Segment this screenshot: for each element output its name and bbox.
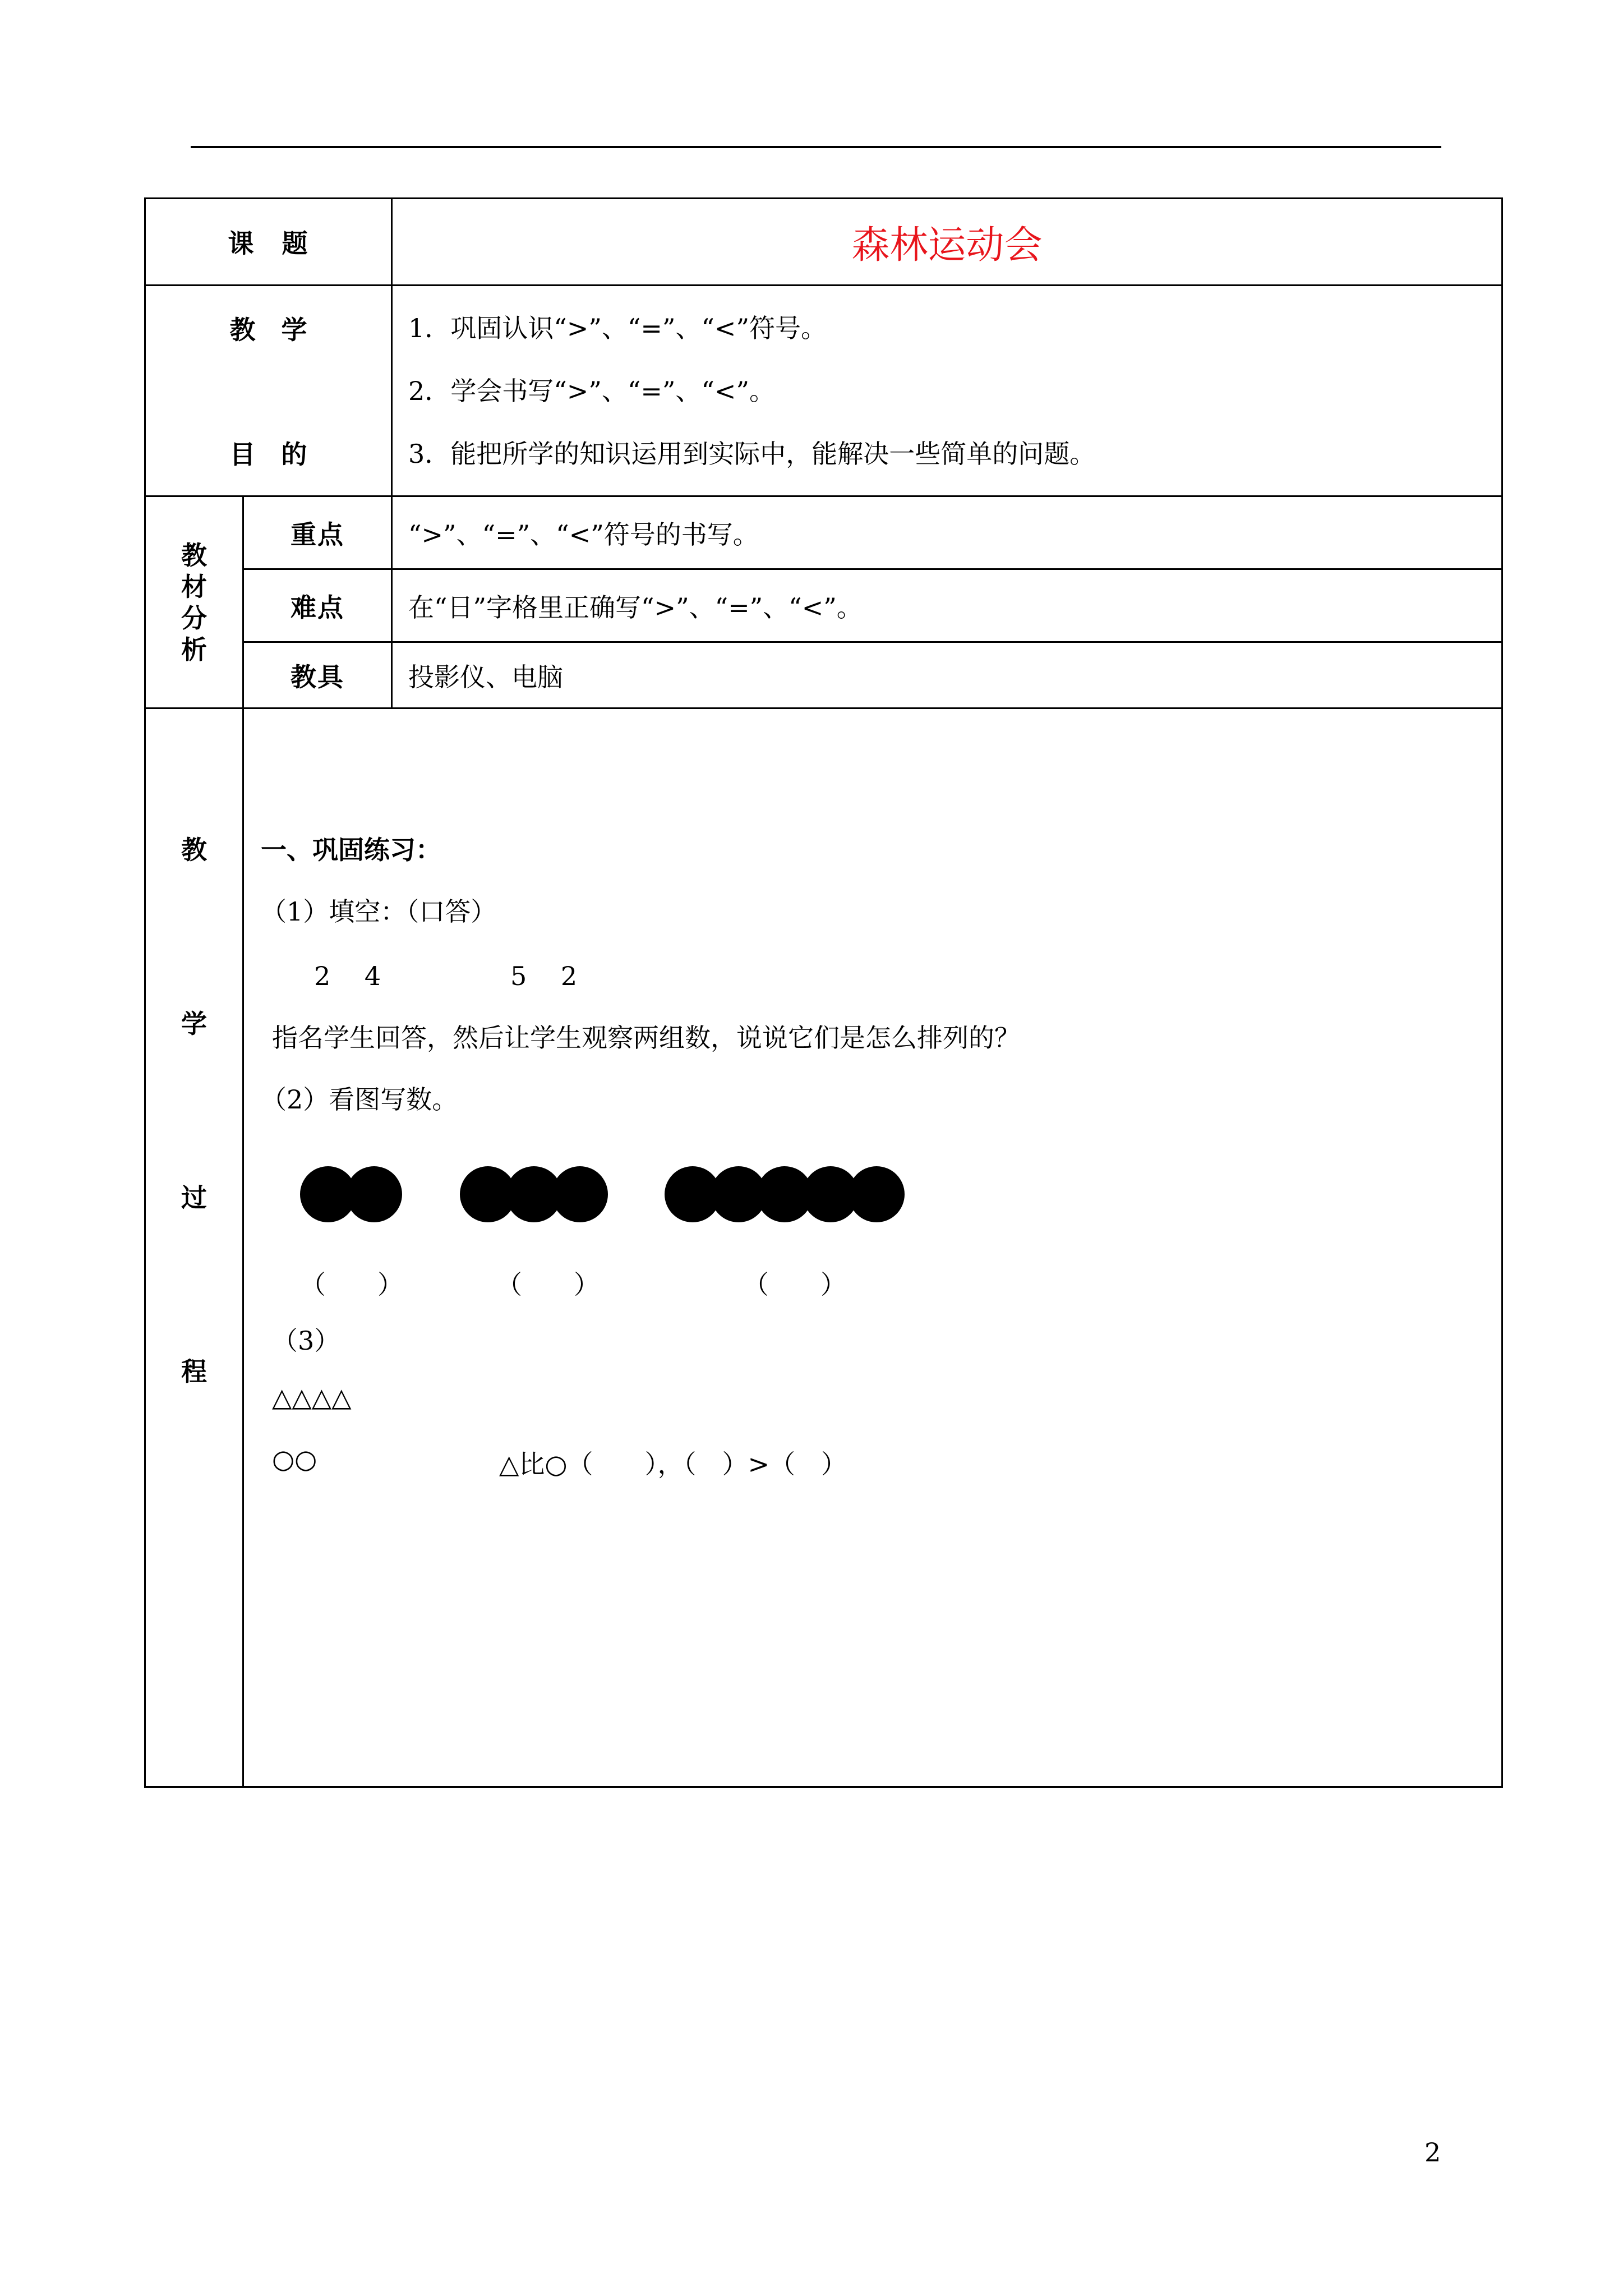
objective-item: 3．能把所学的知识运用到实际中，能解决一些简单的问题。 xyxy=(408,438,1096,469)
number-pair-b: 5 2 xyxy=(510,961,578,991)
answer-blank-3: （ ） xyxy=(743,1269,846,1300)
objectives-label-bottom: 目 的 xyxy=(229,439,307,470)
answer-blank-2: （ ） xyxy=(496,1269,600,1300)
circles-row: ○○ xyxy=(272,1444,317,1474)
analysis-label-char: 分 xyxy=(181,602,207,633)
objectives-list xyxy=(392,286,1502,496)
process-label-char: 教 xyxy=(181,835,207,865)
analysis-label-char: 教 xyxy=(181,540,207,570)
analysis-label-char: 材 xyxy=(181,571,207,602)
process-label-char: 程 xyxy=(181,1356,207,1387)
lesson-plan-table xyxy=(144,197,1503,1788)
difficulty-text: 在“日”字格里正确写“>”、“=”、“<”。 xyxy=(392,569,1502,642)
analysis-label-char: 析 xyxy=(181,634,207,665)
objectives-label-cell xyxy=(145,286,392,496)
topic-label: 课 题 xyxy=(145,199,392,286)
answer-blank-1: （ ） xyxy=(300,1269,403,1300)
tools-row xyxy=(145,642,1502,708)
dot xyxy=(346,1166,402,1222)
process-label-char: 学 xyxy=(181,1009,207,1039)
question-3: （3） xyxy=(272,1326,340,1356)
objectives-row xyxy=(145,286,1502,496)
page-number: 2 xyxy=(1424,2137,1441,2168)
difficulty-row xyxy=(145,569,1502,642)
dot-groups xyxy=(300,1166,973,1228)
triangles-row: △△△△ xyxy=(272,1382,352,1412)
key-point-row xyxy=(145,496,1502,569)
number-pair-a: 2 4 xyxy=(314,961,381,991)
process-row xyxy=(145,708,1502,1787)
objective-item: 2．学会书写“>”、“=”、“<”。 xyxy=(408,375,775,406)
header-rule xyxy=(191,146,1441,148)
objective-item: 1．巩固认识“>”、“=”、“<”符号。 xyxy=(408,312,827,343)
key-point-label: 重点 xyxy=(243,496,392,569)
comparison-prompt: △比○（ ），（ ）>（ ） xyxy=(499,1449,847,1479)
analysis-label xyxy=(145,496,243,708)
question-1-instruction: 指名学生回答，然后让学生观察两组数，说说它们是怎么排列的？ xyxy=(272,1023,1020,1053)
tools-text: 投影仪、电脑 xyxy=(392,642,1502,708)
topic-title: 森林运动会 xyxy=(392,199,1502,286)
tools-label: 教具 xyxy=(243,642,392,708)
process-label-char: 过 xyxy=(181,1182,207,1213)
question-1: （1）填空：（口答） xyxy=(261,896,497,927)
question-2: （2）看图写数。 xyxy=(261,1084,458,1115)
topic-row xyxy=(145,199,1502,286)
process-content xyxy=(243,708,1502,1787)
process-label-cell xyxy=(145,708,243,1787)
difficulty-label: 难点 xyxy=(243,569,392,642)
objectives-label-top: 教 学 xyxy=(229,314,307,345)
section-title: 一、巩固练习： xyxy=(261,835,441,865)
dot xyxy=(552,1166,608,1222)
dot xyxy=(849,1166,905,1222)
key-point-text: “>”、“=”、“<”符号的书写。 xyxy=(392,496,1502,569)
